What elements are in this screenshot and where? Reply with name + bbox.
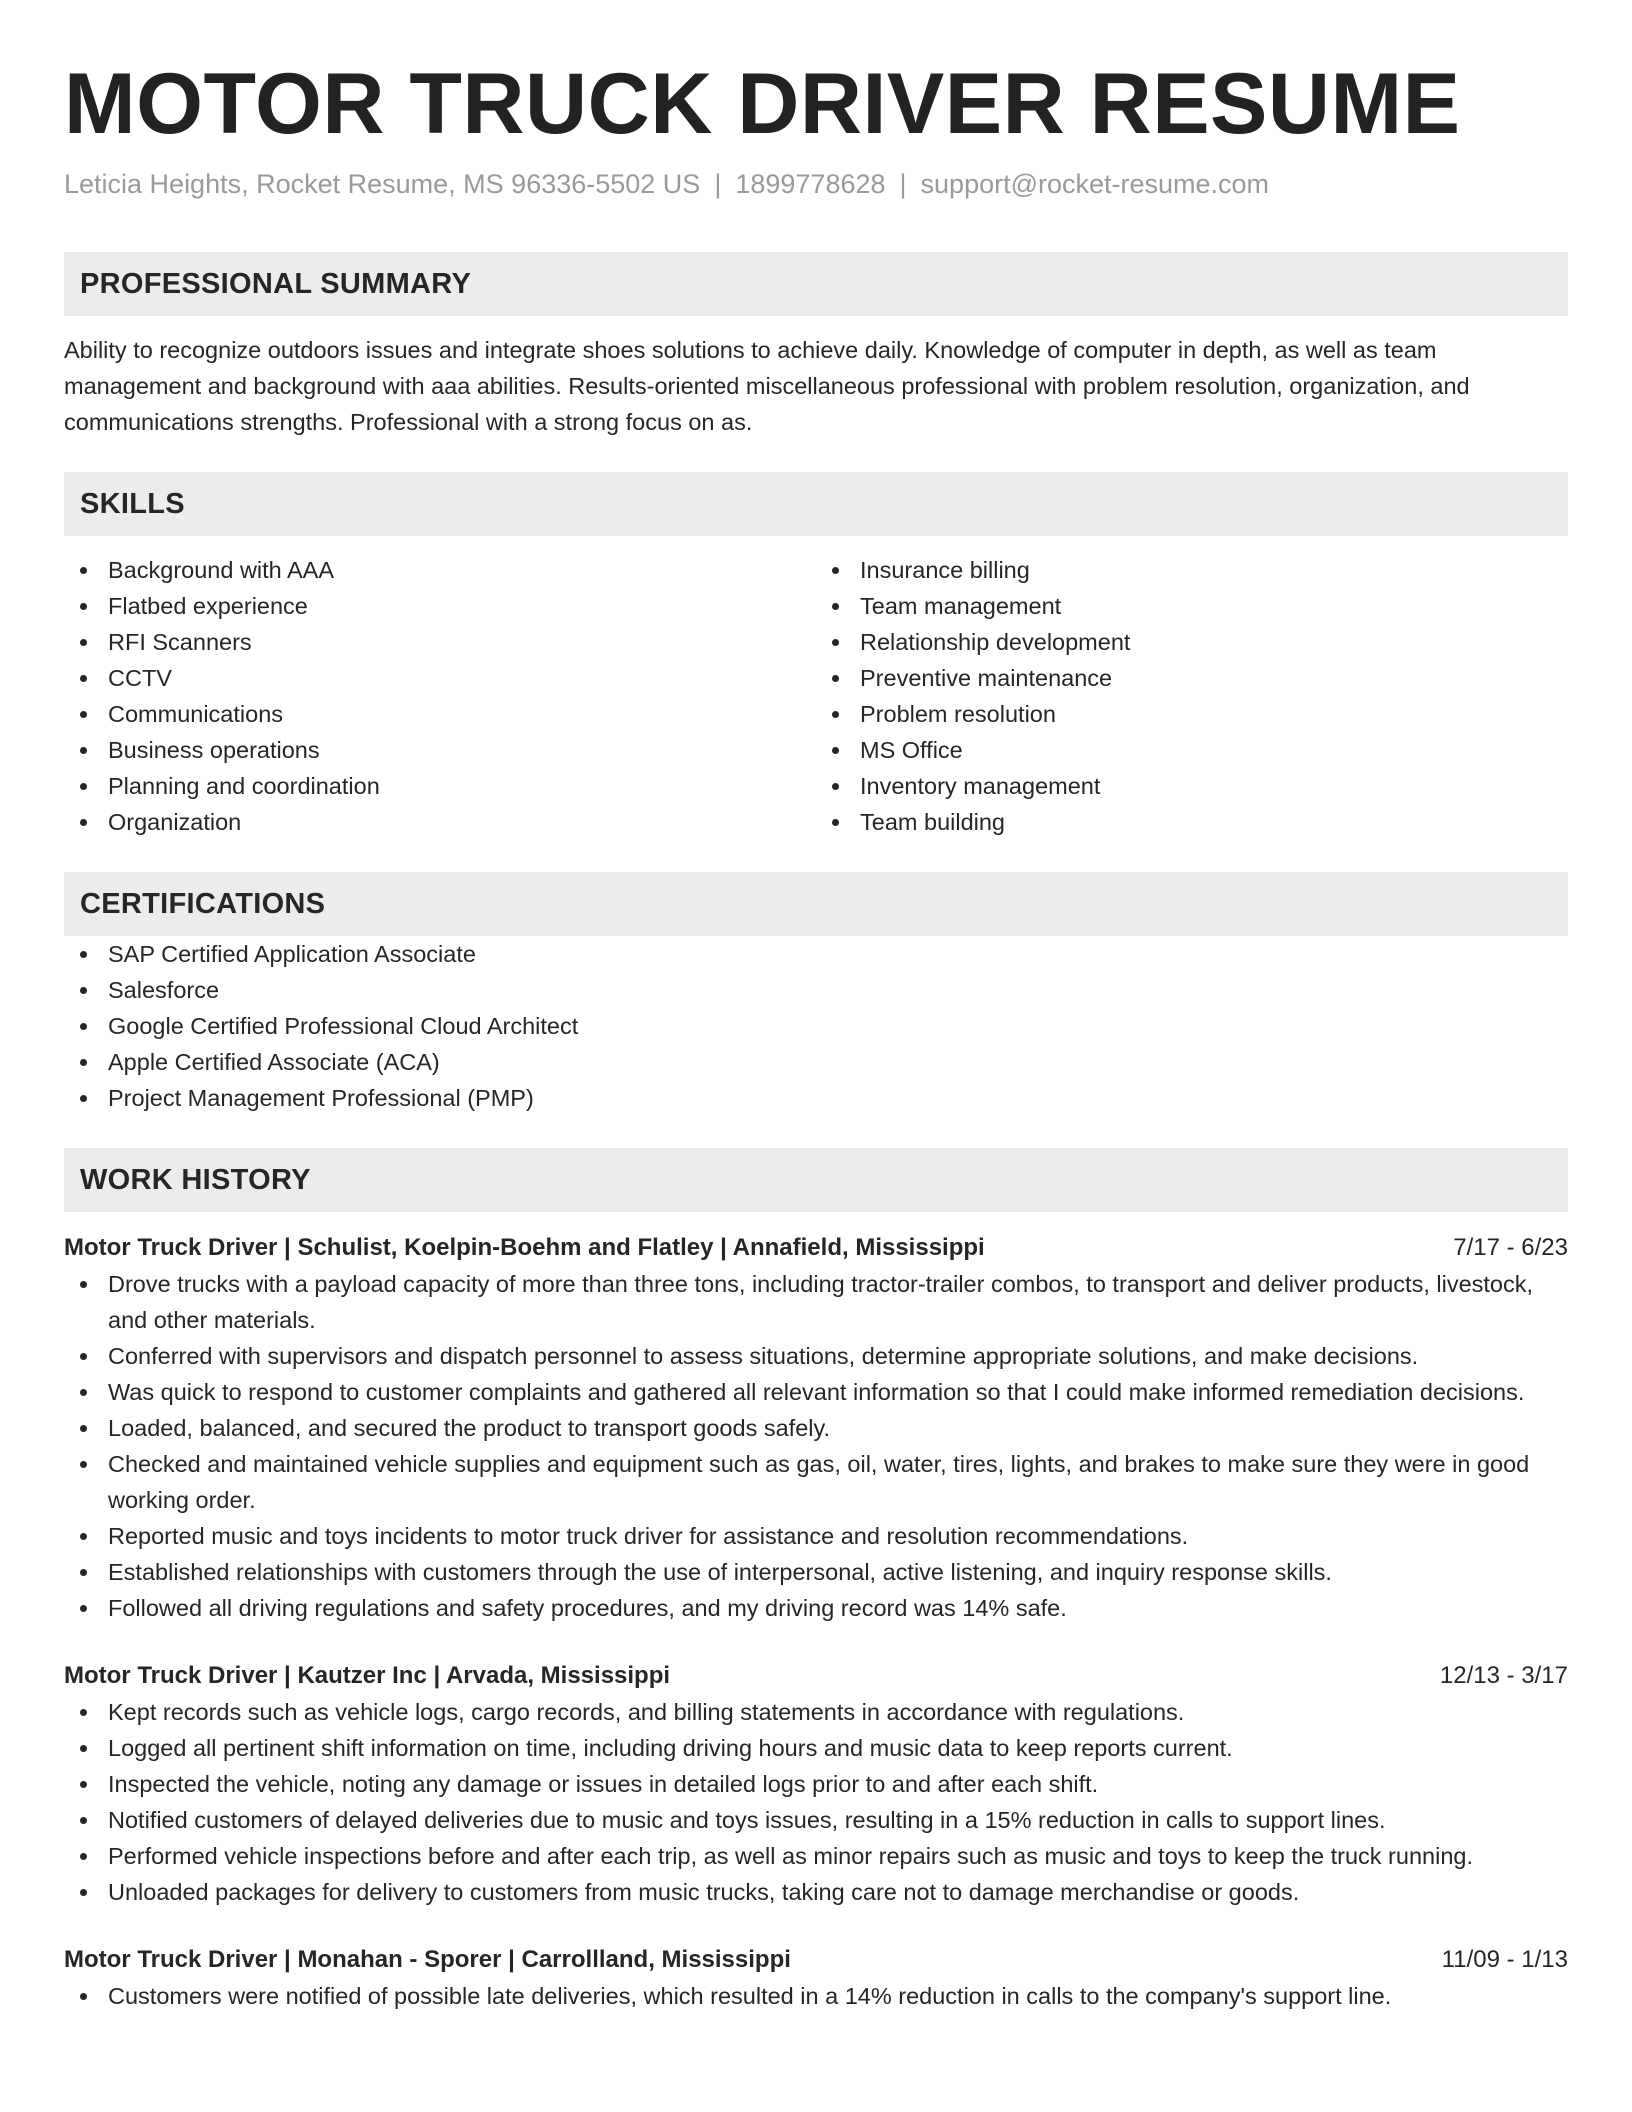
job-entry bbox=[64, 1658, 1568, 1910]
job-duty-item: Established relationships with customers through the use of interpersonal, active listening, and inquiry response skills. bbox=[64, 1554, 1568, 1590]
contact-email: support@rocket-resume.com bbox=[920, 169, 1270, 199]
skill-item: CCTV bbox=[64, 660, 816, 696]
job-duty-item: Drove trucks with a payload capacity of more than three tons, including tractor-trailer combos, to transport and deliver products, livestock, and other materials. bbox=[64, 1266, 1568, 1338]
job-dates: 12/13 - 3/17 bbox=[1439, 1662, 1568, 1689]
skill-item: MS Office bbox=[816, 732, 1568, 768]
skill-item: Business operations bbox=[64, 732, 816, 768]
skill-item: Team management bbox=[816, 588, 1568, 624]
skill-item: Team building bbox=[816, 804, 1568, 840]
skill-item: Problem resolution bbox=[816, 696, 1568, 732]
resume-title: MOTOR TRUCK DRIVER RESUME bbox=[64, 56, 1461, 152]
job-duty-item: Loaded, balanced, and secured the product to transport goods safely. bbox=[64, 1410, 1568, 1446]
job-header bbox=[64, 1942, 1568, 1978]
job-header bbox=[64, 1230, 1568, 1266]
certification-item: Apple Certified Associate (ACA) bbox=[64, 1044, 1568, 1080]
job-duty-item: Was quick to respond to customer complaints and gathered all relevant information so that I could make informed remediation decisions. bbox=[64, 1374, 1568, 1410]
summary-text: Ability to recognize outdoors issues and integrate shoes solutions to achieve daily. Knowledge of computer in depth, as well as team management and background with aaa abilities. Results-oriented miscellaneous professional with problem resolution, organization, and communications strengths. Professional with a strong focus on as. bbox=[64, 337, 1470, 435]
contact-address: Leticia Heights, Rocket Resume, MS 96336-5502 US bbox=[64, 169, 701, 199]
skill-item: Communications bbox=[64, 696, 816, 732]
skill-item: RFI Scanners bbox=[64, 624, 816, 660]
job-entry bbox=[64, 1230, 1568, 1626]
skill-item: Background with AAA bbox=[64, 552, 816, 588]
skills-list-left bbox=[64, 552, 816, 840]
section-heading-summary: PROFESSIONAL SUMMARY bbox=[64, 252, 1568, 316]
skills-columns bbox=[64, 552, 1568, 840]
certification-item: Google Certified Professional Cloud Architect bbox=[64, 1008, 1568, 1044]
job-duty-item: Reported music and toys incidents to motor truck driver for assistance and resolution recommendations. bbox=[64, 1518, 1568, 1554]
contact-separator: | bbox=[714, 169, 722, 199]
job-entry bbox=[64, 1942, 1568, 2014]
certification-item: SAP Certified Application Associate bbox=[64, 936, 1568, 972]
job-duty-item: Followed all driving regulations and safety procedures, and my driving record was 14% safe. bbox=[64, 1590, 1568, 1626]
job-title: Motor Truck Driver | Monahan - Sporer | Carrollland, Mississippi bbox=[64, 1946, 791, 1973]
skill-item: Relationship development bbox=[816, 624, 1568, 660]
job-duty-item: Unloaded packages for delivery to customers from music trucks, taking care not to damage merchandise or goods. bbox=[64, 1874, 1568, 1910]
skill-item: Preventive maintenance bbox=[816, 660, 1568, 696]
job-duty-item: Logged all pertinent shift information on time, including driving hours and music data to keep reports current. bbox=[64, 1730, 1568, 1766]
job-title: Motor Truck Driver | Kautzer Inc | Arvada, Mississippi bbox=[64, 1662, 671, 1689]
job-title: Motor Truck Driver | Schulist, Koelpin-Boehm and Flatley | Annafield, Mississippi bbox=[64, 1234, 985, 1261]
skill-item: Planning and coordination bbox=[64, 768, 816, 804]
job-duty-item: Kept records such as vehicle logs, cargo records, and billing statements in accordance with regulations. bbox=[64, 1694, 1568, 1730]
job-dates: 11/09 - 1/13 bbox=[1441, 1946, 1568, 1973]
skill-item: Insurance billing bbox=[816, 552, 1568, 588]
skill-item: Organization bbox=[64, 804, 816, 840]
job-header bbox=[64, 1658, 1568, 1694]
job-dates: 7/17 - 6/23 bbox=[1453, 1234, 1568, 1261]
skill-item: Inventory management bbox=[816, 768, 1568, 804]
job-duties-list bbox=[64, 1266, 1568, 1626]
job-duty-item: Conferred with supervisors and dispatch personnel to assess situations, determine appropriate solutions, and make decisions. bbox=[64, 1338, 1568, 1374]
skills-list-right bbox=[816, 552, 1568, 840]
certifications-list bbox=[64, 936, 1568, 1116]
job-duties-list bbox=[64, 1694, 1568, 1910]
skill-item: Flatbed experience bbox=[64, 588, 816, 624]
contact-separator: | bbox=[899, 169, 907, 199]
contact-line bbox=[64, 166, 1568, 202]
certification-item: Salesforce bbox=[64, 972, 1568, 1008]
work-history-list bbox=[64, 1230, 1568, 2014]
job-duty-item: Customers were notified of possible late deliveries, which resulted in a 14% reduction in calls to the company's support line. bbox=[64, 1978, 1568, 2014]
section-heading-certifications: CERTIFICATIONS bbox=[64, 872, 1568, 936]
section-heading-skills: SKILLS bbox=[64, 472, 1568, 536]
section-heading-work-history: WORK HISTORY bbox=[64, 1148, 1568, 1212]
job-duty-item: Inspected the vehicle, noting any damage or issues in detailed logs prior to and after each shift. bbox=[64, 1766, 1568, 1802]
job-duty-item: Checked and maintained vehicle supplies and equipment such as gas, oil, water, tires, lights, and brakes to make sure they were in good working order. bbox=[64, 1446, 1568, 1518]
certification-item: Project Management Professional (PMP) bbox=[64, 1080, 1568, 1116]
job-duty-item: Notified customers of delayed deliveries due to music and toys issues, resulting in a 15% reduction in calls to support lines. bbox=[64, 1802, 1568, 1838]
job-duty-item: Performed vehicle inspections before and after each trip, as well as minor repairs such as music and toys to keep the truck running. bbox=[64, 1838, 1568, 1874]
job-duties-list bbox=[64, 1978, 1568, 2014]
contact-phone: 1899778628 bbox=[735, 169, 886, 199]
